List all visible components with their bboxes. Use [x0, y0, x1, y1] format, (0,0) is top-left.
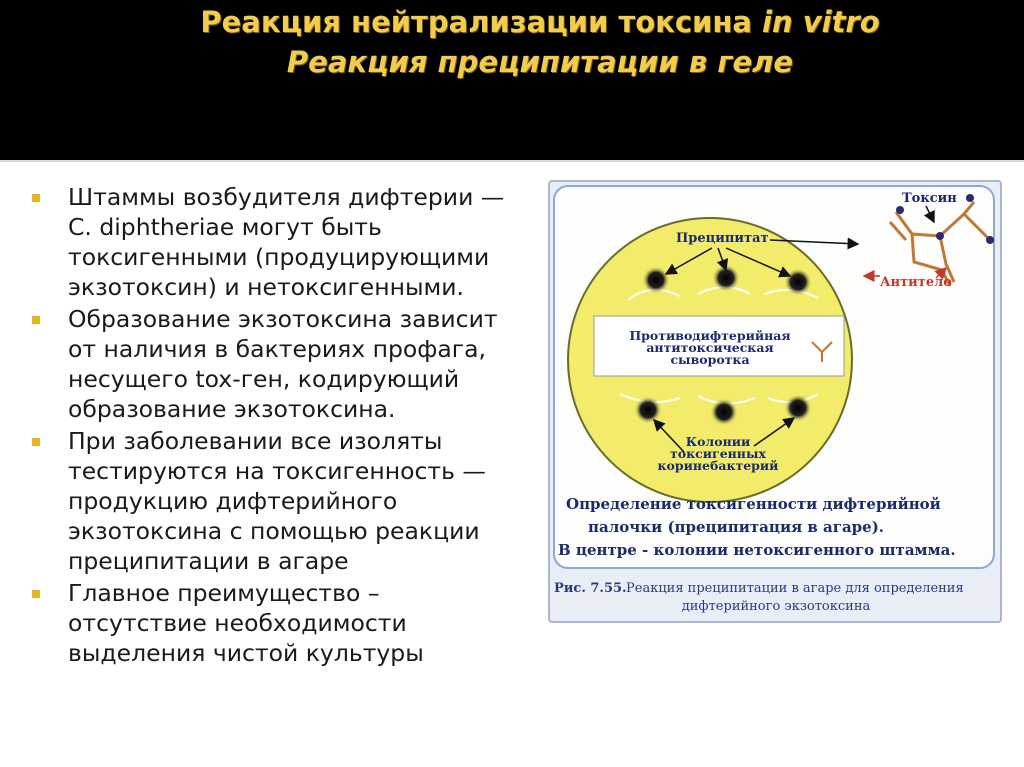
- bullet-marker-icon: [32, 590, 40, 598]
- caption-text-line1: Реакция преципитации в агаре для определения: [626, 581, 964, 596]
- colony: [784, 268, 812, 296]
- bullet-marker-icon: [32, 194, 40, 202]
- figure-panel: [548, 180, 1002, 623]
- slide-subtitle: Реакция преципитации в геле: [286, 45, 794, 79]
- slide-title-italic: in vitro: [762, 5, 880, 39]
- figure-description-line1: Определение токсигенности дифтерийной: [566, 495, 941, 513]
- colony: [710, 398, 738, 426]
- caption-text-line2: дифтерийного экзотоксина: [681, 599, 871, 614]
- bullet-text: Главное преимущество – отсутствие необходимости выделения чистой культуры: [68, 579, 424, 667]
- bullet-text: При заболевании все изоляты тестируются на токсигенность — продукцию дифтерийного экзотоксина с помощью реакции преципитации в агаре: [68, 427, 486, 575]
- bullet-text: Образование экзотоксина зависит от наличия в бактериях профага, несущего tox-ген, кодирующий образование экзотоксина.: [68, 305, 498, 423]
- title-bar: [0, 0, 1024, 160]
- strip-label-line3: сыворотка: [670, 352, 750, 367]
- slide-content: [0, 162, 1024, 767]
- colonies-label-line1: Колонии: [685, 434, 751, 449]
- toxin-dot: [896, 206, 904, 214]
- slide-title-line1: [28, 5, 1024, 39]
- bullet-item: [30, 182, 510, 302]
- slide-title-line2: [28, 45, 1024, 79]
- toxin-dot: [986, 236, 994, 244]
- figure-diagram: [550, 182, 1000, 621]
- figure-description-line2: палочки (преципитация в агаре).: [588, 518, 885, 536]
- figure-description-line3: В центре - колонии нетоксигенного штамма.: [558, 541, 956, 559]
- antibody-label: Антитело: [880, 275, 952, 290]
- toxin-label: Токсин: [902, 191, 957, 206]
- toxin-dot: [936, 232, 944, 240]
- colony: [784, 394, 812, 422]
- colonies-label-line3: коринебактерий: [657, 458, 779, 473]
- bullet-marker-icon: [32, 316, 40, 324]
- strip-label-line1: Противодифтерийная: [629, 328, 791, 343]
- colony: [634, 396, 662, 424]
- bullet-list: [30, 182, 510, 670]
- toxin-dot: [966, 194, 974, 202]
- precipitate-label: Преципитат: [676, 231, 769, 246]
- slide-title-main: Реакция нейтрализации токсина: [200, 5, 752, 39]
- bullet-marker-icon: [32, 438, 40, 446]
- bullet-text: Штаммы возбудителя дифтерии — C. diphtheriae могут быть токсигенными (продуцирующими экзотоксин) и нетоксигенными.: [68, 183, 505, 301]
- strip-label-line2: антитоксическая: [646, 340, 774, 355]
- colonies-label-line2: токсигенных: [670, 446, 766, 461]
- caption-number: Рис. 7.55.: [554, 581, 627, 596]
- bullet-item: [30, 426, 510, 576]
- bullet-item: [30, 578, 510, 668]
- bullet-item: [30, 304, 510, 424]
- colony: [642, 266, 670, 294]
